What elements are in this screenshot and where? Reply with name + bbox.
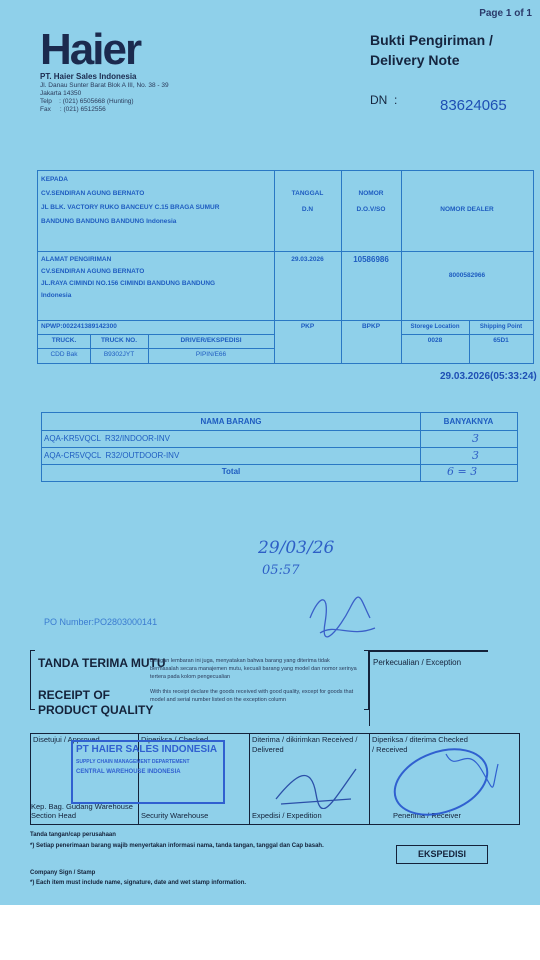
shipping-country: Indonesia bbox=[41, 292, 72, 299]
page-indicator: Page 1 of 1 bbox=[479, 8, 532, 19]
col-banyaknya: BANYAKNYA bbox=[443, 417, 494, 426]
item-name: AQA-CR5VQCL R32/OUTDOOR-INV bbox=[44, 451, 180, 460]
handwritten-signature bbox=[300, 588, 380, 643]
receipt-quality-title: RECEIPT OF PRODUCT QUALITY bbox=[38, 688, 154, 717]
dealer-label: NOMOR DEALER bbox=[440, 206, 494, 213]
shipping-label: ALAMAT PENGIRIMAN bbox=[41, 256, 112, 263]
item-name: AQA-KR5VQCL R32/INDOOR-INV bbox=[44, 434, 170, 443]
sign-label: Tanda tangan/cap perusahaan bbox=[30, 832, 116, 838]
company-name: PT. Haier Sales Indonesia bbox=[40, 72, 137, 81]
section-head-label: Kep. Bag. Gudang Warehouse Section Head bbox=[31, 802, 133, 820]
consignee-label: KEPADA bbox=[41, 176, 68, 183]
bpkp-label: BPKP bbox=[361, 323, 381, 330]
receipt-bracket-left bbox=[30, 650, 35, 710]
print-timestamp: 29.03.2026(05:33:24) bbox=[440, 371, 537, 382]
sign-note: *) Setiap penerimaan barang wajib menyertakan informasi nama, tanda tangan, tanggal dan Cap basah. bbox=[30, 843, 324, 849]
company-fax: Fax : (021) 6512556 bbox=[40, 106, 106, 113]
dn-number: 83624065 bbox=[440, 97, 507, 114]
security-label: Security Warehouse bbox=[141, 811, 209, 820]
receiver-label: Penerima / Receiver bbox=[393, 811, 461, 820]
exception-box bbox=[369, 650, 488, 726]
company-address-line: Jakarta 14350 bbox=[40, 90, 82, 97]
approved-label: Disetujui / Approved bbox=[33, 735, 100, 744]
consignee-name: CV.SENDIRAN AGUNG BERNATO bbox=[41, 190, 145, 197]
total-label: Total bbox=[221, 467, 241, 476]
nomor-value: D.O.V/SO bbox=[356, 206, 386, 213]
tanda-terima-title: TANDA TERIMA MUTU bbox=[38, 656, 166, 670]
tanggal-value: D.N bbox=[301, 206, 314, 213]
shipping-name: CV.SENDIRAN AGUNG BERNATO bbox=[41, 268, 145, 275]
nomor-label: NOMOR bbox=[358, 190, 384, 197]
ekspedisi-box: EKSPEDISI bbox=[396, 845, 488, 864]
tanggal-label: TANGGAL bbox=[291, 190, 324, 197]
title-line-1: Bukti Pengiriman / bbox=[370, 32, 493, 48]
npwp: NPWP:002241389142300 bbox=[41, 323, 117, 330]
truck-type: CDD Bak bbox=[50, 351, 78, 358]
delivered-signature bbox=[271, 754, 361, 809]
pkp-label: PKP bbox=[300, 323, 315, 330]
storage-location-label: Storege Location bbox=[410, 324, 460, 330]
tanda-terima-text: Dengan lembaran ini juga, menyatakan bahwa barang yang diterima tidak bermasalah secara manajemen mutu, kecuali barang yang model dan nomor serinya tertera pada kolom pengecualian bbox=[150, 658, 357, 680]
stamp-warehouse: CENTRAL WAREHOUSE INDONESIA bbox=[76, 769, 181, 775]
shipping-point-value: 65D1 bbox=[493, 337, 509, 344]
driver-header: DRIVER/EKSPEDISI bbox=[180, 337, 242, 344]
col-nama-barang: NAMA BARANG bbox=[200, 417, 262, 426]
company-stamp bbox=[71, 740, 225, 804]
po-number: PO Number:PO2803000141 bbox=[44, 617, 158, 627]
dn-label: DN : bbox=[370, 93, 398, 107]
company-address-line: Jl. Danau Sunter Barat Blok A III, No. 38 - 39 bbox=[40, 82, 169, 89]
truck-no-header: TRUCK NO. bbox=[100, 337, 138, 344]
handwritten-date: 29/03/26 bbox=[258, 538, 335, 558]
receiver-stamp bbox=[386, 734, 506, 819]
title-line-2: Delivery Note bbox=[370, 52, 460, 68]
items-table bbox=[41, 412, 518, 482]
total-value: 6 = 3 bbox=[447, 465, 478, 478]
company-sign-note: *) Each item must include name, signature, date and wet stamp information. bbox=[30, 880, 247, 886]
shipping-number: 10586986 bbox=[353, 255, 389, 264]
consignee-city: BANDUNG BANDUNG BANDUNG Indonesia bbox=[41, 218, 177, 225]
stamp-department: SUPPLY CHAIN MANAGEMENT DEPARTEMENT bbox=[76, 759, 190, 765]
company-sign-label: Company Sign / Stamp bbox=[30, 870, 96, 876]
document-title bbox=[370, 30, 493, 70]
handwritten-time: 05:57 bbox=[262, 563, 300, 578]
truck-header: TRUCK. bbox=[51, 337, 77, 344]
received-label: Diperiksa / diterima Checked / Received bbox=[372, 735, 468, 754]
item-qty: 3 bbox=[472, 432, 479, 445]
dealer-number: 8000582966 bbox=[448, 272, 486, 279]
expedition-label: Expedisi / Expedition bbox=[252, 811, 322, 820]
info-table bbox=[37, 170, 534, 364]
stamp-company: PT HAIER SALES INDONESIA bbox=[76, 744, 218, 755]
shipping-date: 29.03.2026 bbox=[291, 256, 324, 263]
signature-box bbox=[30, 733, 520, 825]
storage-location-value: 0028 bbox=[427, 337, 443, 344]
shipping-point-label: Shipping Point bbox=[479, 324, 523, 330]
driver-name: PIPIN/E66 bbox=[195, 351, 227, 358]
item-qty: 3 bbox=[472, 449, 479, 462]
delivered-label: Diterima / dikirimkan Received / Delivered bbox=[252, 735, 358, 754]
shipping-address: JL.RAYA CIMINDI NO.156 CIMINDI BANDUNG BANDUNG bbox=[41, 280, 216, 287]
company-phone: Telp : (021) 6505668 (Hunting) bbox=[40, 98, 134, 105]
checked-label: Diperiksa / Checked bbox=[141, 735, 209, 744]
exception-label: Perkecualian / Exception bbox=[373, 658, 462, 667]
truck-number: B9302JYT bbox=[103, 351, 135, 358]
consignee-address: JL BLK. VACTORY RUKO BANCEUY C.15 BRAGA SUMUR bbox=[41, 204, 220, 211]
haier-logo: Haier bbox=[40, 25, 141, 74]
receipt-quality-text: With this receipt declare the goods received with good quality, except for goods that model and serial number listed on the exception column bbox=[150, 689, 354, 703]
